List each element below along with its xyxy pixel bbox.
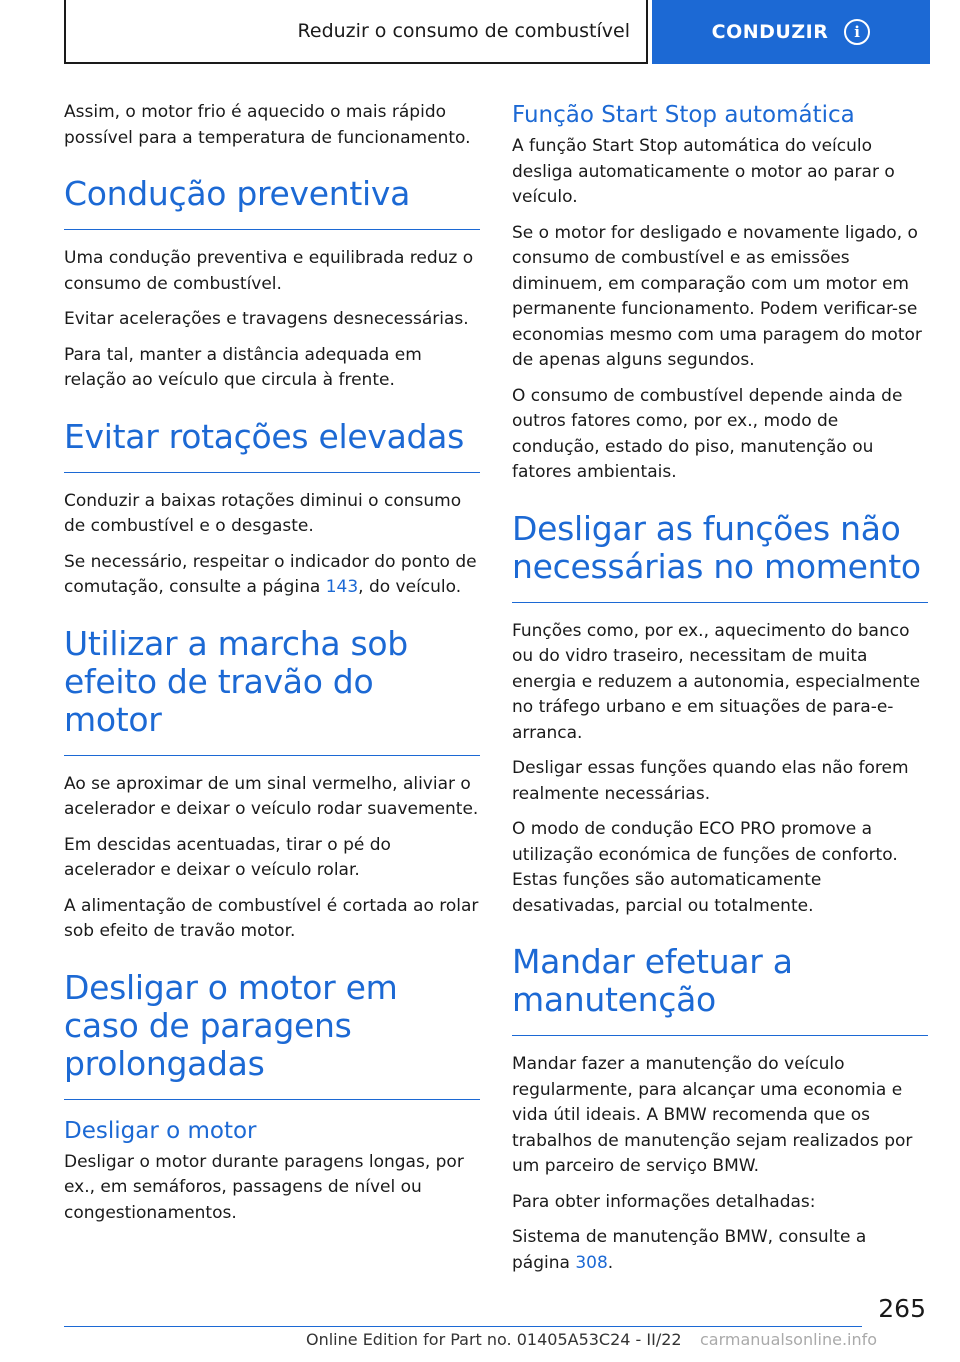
paragraph: A alimentação de combustível é cortada ao rolar sob efeito de travão motor. — [64, 895, 479, 941]
heading-engine-braking: Utilizar a marcha sob efeito de travão do motor — [64, 625, 480, 756]
heading-switch-off-functions: Desligar as funções não necessárias no momento — [512, 510, 928, 603]
chapter-title: CONDUZIR — [711, 21, 829, 43]
page-link-308[interactable]: 308 — [575, 1252, 608, 1273]
left-column — [64, 100, 480, 1236]
chapter-tab[interactable] — [652, 0, 930, 64]
paragraph: Ao se aproximar de um sinal vermelho, aliviar o acelerador e deixar o veículo rodar suavemente. — [64, 773, 479, 819]
intro-paragraph: Assim, o motor frio é aquecido o mais rápido possível para a temperatura de funcionamento. — [64, 102, 471, 148]
paragraph-with-link — [512, 1225, 928, 1276]
paragraph: Uma condução preventiva e equilibrada reduz o consumo de combustível. — [64, 248, 474, 294]
paragraph: Funções como, por ex., aquecimento do banco ou do vidro traseiro, necessitam de muita energia e reduzem a autonomia, especialmente no tráfego urbano e em situações de para-e-arranca. — [512, 620, 921, 743]
paragraph: Em descidas acentuadas, tirar o pé do acelerador e deixar o veículo rolar. — [64, 834, 391, 880]
paragraph: Para obter informações detalhadas: — [512, 1191, 816, 1212]
paragraph: O consumo de combustível depende ainda de outros fatores como, por ex., modo de condução, estado do piso, manutenção ou fatores ambientais. — [512, 385, 903, 482]
page-header — [64, 0, 930, 64]
paragraph: Desligar o motor durante paragens longas, por ex., em semáforos, passagens de nível ou congestionamentos. — [64, 1151, 464, 1223]
paragraph-with-link — [64, 550, 480, 601]
page-number: 265 — [878, 1294, 926, 1323]
subheading-switch-off-engine: Desligar o motor — [64, 1117, 257, 1144]
watermark: carmanualsonline.info — [700, 1330, 878, 1349]
paragraph: Mandar fazer a manutenção do veículo regularmente, para alcançar uma economia e vida útil ideais. A BMW recomenda que os trabalhos de manutenção sejam realizados por um parceiro de serviço BMW. — [512, 1054, 913, 1176]
subheading-start-stop: Função Start Stop automática — [512, 102, 855, 128]
heading-preventive-driving: Condução preventiva — [64, 175, 480, 230]
paragraph: A função Start Stop automática do veículo desliga automaticamente o motor ao parar o veículo. — [512, 136, 895, 207]
paragraph: Para tal, manter a distância adequada em relação ao veículo que circula à frente. — [64, 344, 422, 390]
text: Sistema de manutenção BMW, consulte a página — [512, 1227, 867, 1273]
paragraph: Se o motor for desligado e novamente ligado, o consumo de combustível e as emissões diminuem, em comparação com um motor em permanente funcionamento. Podem verificar-se economias mesmo com uma paragem do motor de apenas alguns segundos. — [512, 222, 922, 370]
info-icon[interactable]: i — [844, 19, 870, 45]
page-link-143[interactable]: 143 — [325, 577, 359, 597]
text: , do veículo. — [358, 577, 462, 597]
paragraph: Desligar essas funções quando elas não forem realmente necessárias. — [512, 758, 909, 804]
edition-footer: Online Edition for Part no. 01405A53C24 - II/22 — [306, 1330, 682, 1349]
right-column — [512, 100, 928, 1286]
section-title: Reduzir o consumo de combustível — [64, 0, 648, 64]
text: . — [607, 1252, 614, 1273]
footer-divider — [64, 1326, 862, 1327]
heading-avoid-high-rpm: Evitar rotações elevadas — [64, 418, 480, 473]
text: Se necessário, respeitar o indicador do ponto de comutação, consulte a página — [64, 551, 477, 597]
paragraph: Evitar acelerações e travagens desnecessárias. — [64, 309, 469, 329]
heading-switch-off-engine: Desligar o motor em caso de paragens prolongadas — [64, 969, 480, 1100]
paragraph: O modo de condução ECO PRO promove a utilização económica de funções de conforto. Estas funções são automaticamente desativadas, parcial ou totalmente. — [512, 819, 898, 916]
paragraph: Conduzir a baixas rotações diminui o consumo de combustível e o desgaste. — [64, 490, 462, 536]
heading-maintenance: Mandar efetuar a manutenção — [512, 943, 928, 1036]
